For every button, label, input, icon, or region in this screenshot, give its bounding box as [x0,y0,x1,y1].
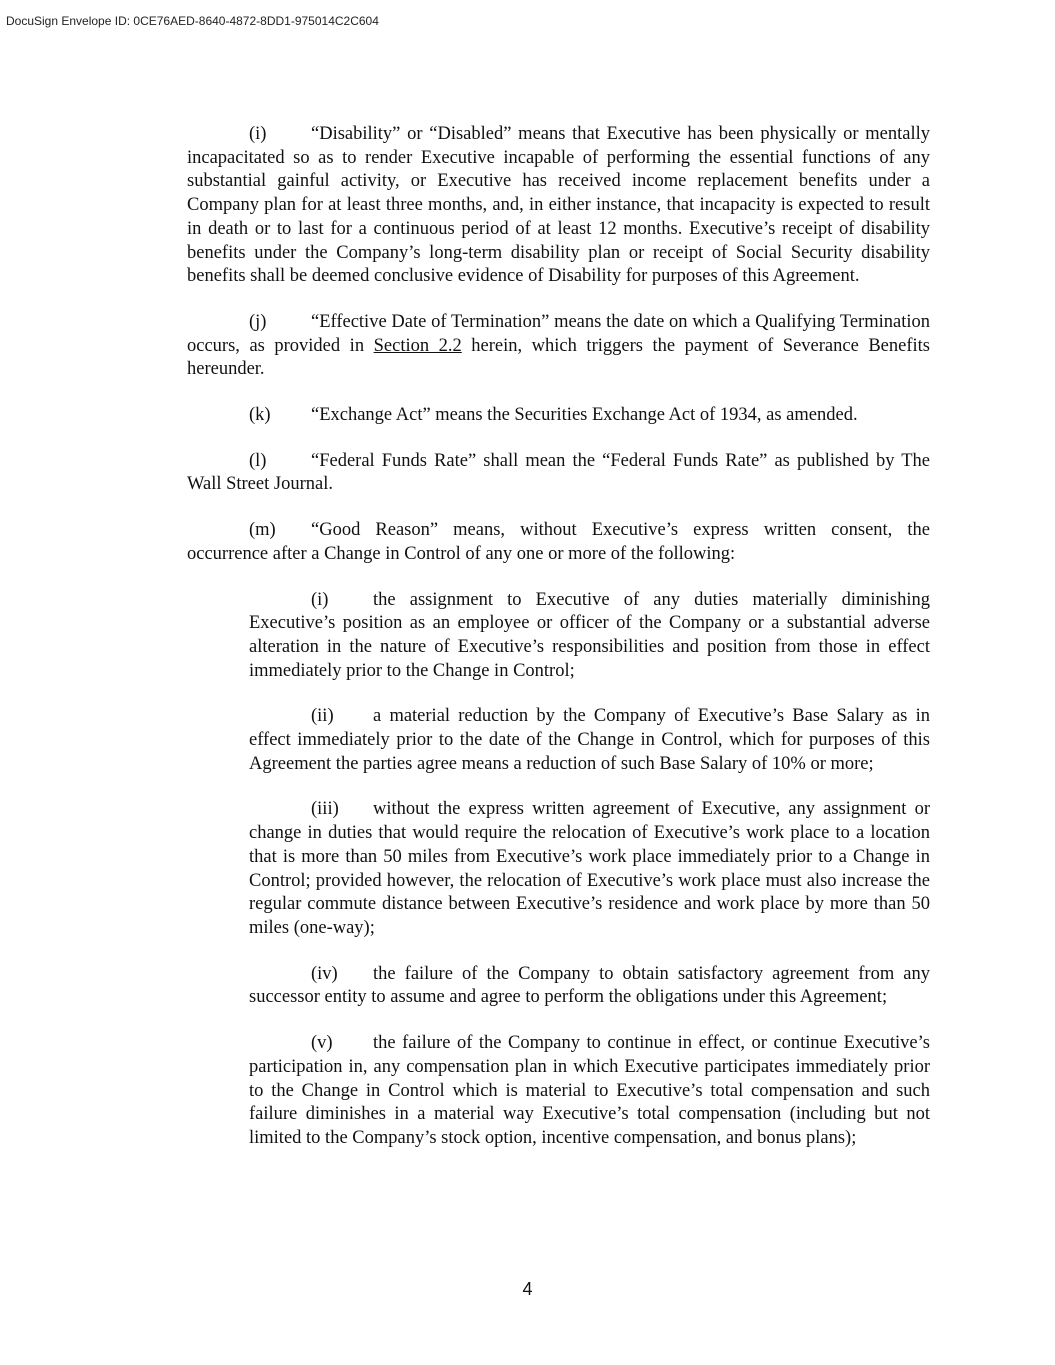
good-reason-item-text: a material reduction by the Company of Executive’s Base Salary as in effect immediately prior to the date of the Change in Control, which for purposes of this Agreement the parties agree means a reduction of such Base Salary of 10% or more; [249,706,930,774]
good-reason-item [249,1032,930,1151]
definition-term: “Federal Funds Rate” [311,450,477,471]
good-reason-item-text: the assignment to Executive of any duties materially diminishing Executive’s position as an employee or officer of the Company or a substantial adverse alteration in the nature of Executive’s responsibilities and position from those in effect immediately prior to the Change in Control; [249,589,930,681]
definition-label: (j) [249,311,267,332]
good-reason-item [249,963,930,1010]
good-reason-item-text: the failure of the Company to obtain satisfactory agreement from any successor entity to assume and agree to perform the obligations under this Agreement; [249,963,930,1008]
definition-term: “Effective Date of Termination” [311,311,550,332]
definition-text: means the Securities Exchange Act of 1934, as amended. [430,405,858,426]
good-reason-item-label: (iii) [311,799,339,820]
definition-text: means that Executive has been physically or mentally incapacitated so as to render Executive incapable of performing the essential functions of any substantial gainful activity, or Executive has received income replacement benefits under a Company plan for at least three months, and, in either instance, that incapacity is expected to result in death or to last for a continuous period of at least 12 months. Executive’s receipt of disability benefits under the Company’s long-term disability plan or receipt of Social Security disability benefits shall be deemed conclusive evidence of Disability for purposes of this Agreement. [187,124,930,287]
definition-text: means, without Executive’s express written consent, the occurrence after a Change in Control of any one or more of the following: [187,520,930,564]
definition-term: “Exchange Act” [311,405,431,426]
page-number: 4 [522,1279,533,1299]
good-reason-item-label: (ii) [311,706,334,727]
definition-label: (i) [249,124,267,144]
definition-term: “Good Reason” [311,520,439,541]
definition-exchange-act [187,404,930,428]
good-reason-item-label: (iv) [311,963,338,984]
docusign-envelope-id: DocuSign Envelope ID: 0CE76AED-8640-4872-8DD1-975014C2C604 [6,14,379,28]
definition-label: (k) [249,405,271,426]
definition-disability [187,123,930,289]
definition-federal-funds-rate [187,450,930,497]
definition-text: shall mean the “Federal Funds Rate” as published by The Wall Street Journal. [187,450,930,495]
good-reason-item-text: without the express written agreement of Executive, any assignment or change in duties that would require the relocation of Executive’s work place to a location that is more than 50 miles from Executive’s work place immediately prior to a Change in Control; provided however, the relocation of Executive’s work place must also increase the regular commute distance between Executive’s residence and work place by more than 50 miles (one-way); [249,799,930,938]
definition-effective-date-of-termination [187,311,930,382]
definition-label: (l) [249,450,267,471]
definition-good-reason [187,519,930,566]
good-reason-item-label: (i) [311,589,329,610]
definition-label: (m) [249,520,276,541]
definition-term: “Disability” or “Disabled” [311,124,512,144]
definition-text: means the date on which a Qualifying Termination occurs, as provided in [187,311,930,356]
good-reason-item [249,798,930,940]
good-reason-item [249,589,930,684]
section-reference: Section 2.2 [373,335,462,356]
good-reason-item-text: the failure of the Company to continue in effect, or continue Executive’s participation in, any compensation plan in which Executive participates immediately prior to the Change in Control which is material to Executive’s total compensation and such failure diminishes in a material way Executive’s total compensation (including but not limited to the Company’s stock option, incentive compensation, and bonus plans); [249,1033,930,1148]
definition-text: herein, which triggers the payment of Severance Benefits hereunder. [187,335,930,380]
document-body [187,123,930,1173]
good-reason-item [249,705,930,776]
good-reason-item-label: (v) [311,1033,333,1054]
